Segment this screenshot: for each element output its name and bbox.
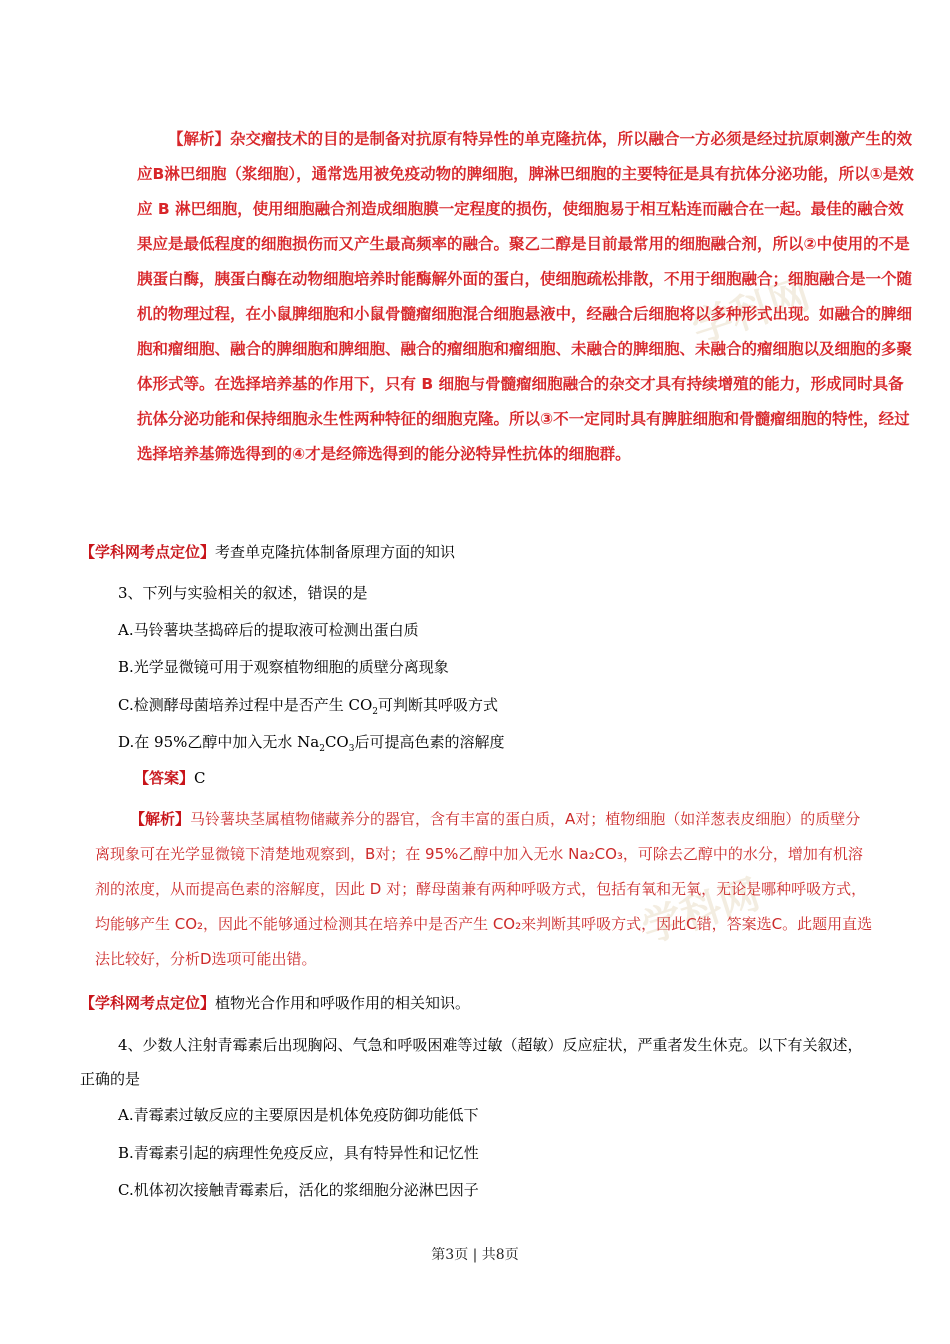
analysis-tag: 【解析】 (130, 810, 191, 828)
answer-value: C (194, 769, 206, 787)
question-3-option-d: D.在 95%乙醇中加入无水 $Na_2CO_3$后可提高色素的溶解度 (118, 733, 505, 754)
knowledge-point-tag: 【学科网考点定位】 (80, 543, 216, 561)
analysis-paragraph-1 (137, 122, 917, 472)
analysis-text: 马铃薯块茎属植物储藏养分的器官，含有丰富的蛋白质，A对；植物细胞（如洋葱表皮细胞）的质壁分离现象可在光学显微镜下清楚地观察到，B对；在 95%乙醇中加入无水 Na₂CO₃，可除去乙醇中的水分，增加有机溶剂的浓度，从而提高色素的溶解度，因此 D 对；酵母菌兼有两种呼吸方式，包括有氧和无氧，无论是哪种呼吸方式，均能够产生 CO₂，因此不能够通过检测其在培养中是否产生 CO₂来判断其呼吸方式，因此C错，答案选C。此题用直选法比较好，分析D选项可能出错。 (95, 810, 873, 968)
watermark: 学科网 (636, 871, 766, 953)
analysis-tag: 【解析】 (168, 130, 231, 148)
answer-tag: 【答案】 (134, 769, 195, 787)
knowledge-point-text: 考查单克隆抗体制备原理方面的知识 (215, 543, 456, 561)
knowledge-point-2 (80, 993, 470, 1013)
analysis-paragraph-2 (95, 802, 875, 977)
knowledge-point-1 (80, 542, 455, 562)
knowledge-point-tag: 【学科网考点定位】 (80, 994, 216, 1012)
watermark: 学科网 (686, 271, 816, 353)
question-3-option-a: A.马铃薯块茎捣碎后的提取液可检测出蛋白质 (118, 621, 419, 639)
question-4-option-a: A.青霉素过敏反应的主要原因是机体免疫防御功能低下 (118, 1106, 479, 1124)
question-4-stem: 4、少数人注射青霉素后出现胸闷、气急和呼吸困难等过敏（超敏）反应症状，严重者发生休克。以下有关叙述，正确的是 (80, 1036, 863, 1088)
page-footer: 第3页 | 共8页 (431, 1247, 519, 1263)
question-3-option-c: C.检测酵母菌培养过程中是否产生 $CO_2$可判断其呼吸方式 (118, 696, 499, 717)
question-4-option-b: B.青霉素引起的病理性免疫反应，具有特异性和记忆性 (118, 1144, 479, 1162)
question-4-option-c: C.机体初次接触青霉素后，活化的浆细胞分泌淋巴因子 (118, 1181, 479, 1199)
analysis-text: 杂交瘤技术的目的是制备对抗原有特异性的单克隆抗体，所以融合一方必须是经过抗原刺激产生的效应B淋巴细胞（浆细胞），通常选用被免疫动物的脾细胞，脾淋巴细胞的主要特征是具有抗体分泌功能，所以①是效应 B 淋巴细胞，使用细胞融合剂造成细胞膜一定程度的损伤，使细胞易于相互粘连而融合在一起。最佳的融合效果应是最低程度的细胞损伤而又产生最高频率的融合。聚乙二醇是目前最常用的细胞融合剂，所以②中使用的不是胰蛋白酶，胰蛋白酶在动物细胞培养时能酶解外面的蛋白，使细胞疏松排散，不用于细胞融合；细胞融合是一个随机的物理过程，在小鼠脾细胞和小鼠骨髓瘤细胞混合细胞悬液中，经融合后细胞将以多种形式出现。如融合的脾细胞和瘤细胞、融合的脾细胞和脾细胞、融合的瘤细胞和瘤细胞、未融合的脾细胞、未融合的瘤细胞以及细胞的多聚体形式等。在选择培养基的作用下，只有 B 细胞与骨髓瘤细胞融合的杂交才具有持续增殖的能力，形成同时具备抗体分泌功能和保持细胞永生性两种特征的细胞克隆。所以③不一定同时具有脾脏细胞和骨髓瘤细胞的特性，经过选择培养基筛选得到的④才是经筛选得到的能分泌特异性抗体的细胞群。 (137, 130, 914, 463)
knowledge-point-text: 植物光合作用和呼吸作用的相关知识。 (215, 994, 471, 1012)
question-3-stem: 3、下列与实验相关的叙述，错误的是 (118, 584, 368, 602)
question-3-option-b: B.光学显微镜可用于观察植物细胞的质壁分离现象 (118, 658, 449, 676)
question-3-answer (134, 768, 206, 788)
